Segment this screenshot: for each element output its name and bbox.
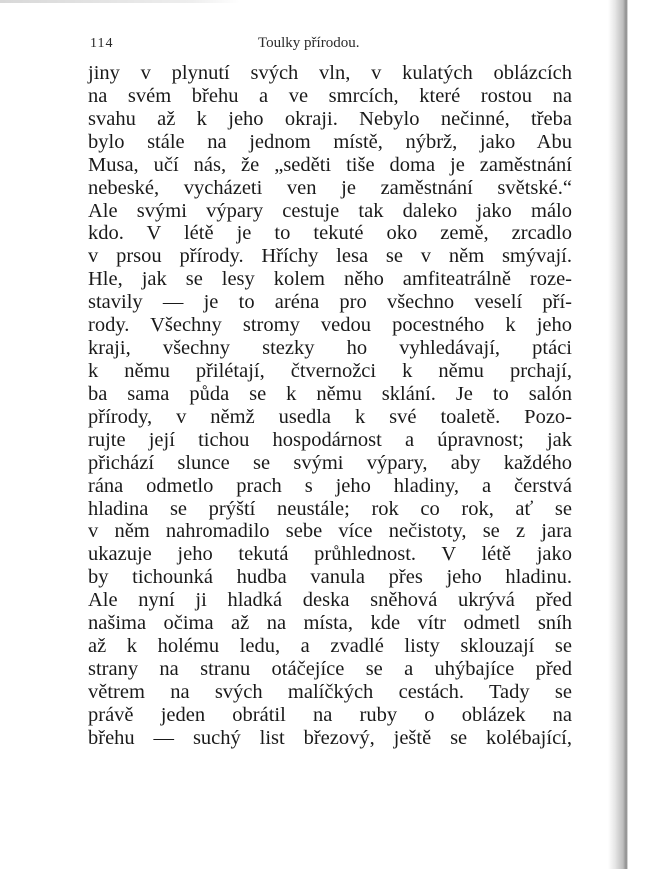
text-line: našima očima až na místa, kde vítr odmetl sníh: [88, 612, 572, 635]
text-line: Musa, učí nás, že „seděti tiše doma je zaměstnání: [88, 153, 572, 176]
text-line: jiny v plynutí svých vln, v kulatých oblázcích: [88, 62, 572, 84]
text-line: přírody, v němž usedla k své toaletě. Pozo-: [88, 405, 572, 428]
text-line: Ale nyní ji hladká deska sněhová ukrývá před: [88, 589, 572, 612]
text-line: větrem na svých malíčkých cestách. Tady se: [88, 680, 572, 703]
text-line: Ale svými výpary cestuje tak daleko jako málo: [88, 199, 572, 222]
body-text: [88, 62, 572, 750]
scan-top-shadow: [0, 0, 240, 3]
text-line: stavily — je to aréna pro všechno veselí pří-: [88, 291, 572, 314]
text-line: rody. Všechny stromy vedou pocestného k jeho: [88, 314, 572, 337]
text-line: rána odmetlo prach s jeho hladiny, a čerstvá: [88, 474, 572, 497]
text-line: strany na stranu otáčejíce se a uhýbajíce před: [88, 657, 572, 680]
text-line: ba sama půda se k němu sklání. Je to salón: [88, 382, 572, 405]
text-line: kraji, všechny stezky ho vyhledávají, ptáci: [88, 337, 572, 360]
text-line: svahu až k jeho okraji. Nebylo nečinné, třeba: [88, 107, 572, 130]
text-line: v něm nahromadilo sebe více nečistoty, se z jara: [88, 520, 572, 543]
text-line: kdo. V létě je to tekuté oko země, zrcadlo: [88, 222, 572, 245]
text-line: by tichounká hudba vanula přes jeho hladinu.: [88, 566, 572, 589]
running-head: [88, 32, 572, 54]
text-line: v prsou přírody. Hříchy lesa se v něm smývají.: [88, 245, 572, 268]
text-line: přichází slunce se svými výpary, aby každého: [88, 451, 572, 474]
text-line: k němu přilétají, čtvernožci k němu prchají,: [88, 359, 572, 382]
page-number: 114: [90, 36, 114, 51]
text-line: právě jeden obrátil na ruby o oblázek na: [88, 703, 572, 726]
text-line: břehu — suchý list březový, ještě se kolébající,: [88, 726, 572, 749]
running-title: Toulky přírodou.: [258, 35, 360, 51]
text-line: ukazuje jeho tekutá průhlednost. V létě jako: [88, 543, 572, 566]
page-binding-shadow: [608, 0, 628, 869]
text-line: nebeské, vycházeti ven je zaměstnání světské.“: [88, 176, 572, 199]
text-line: rujte její tichou hospodárnost a úpravnost; jak: [88, 428, 572, 451]
text-line: hladina se prýští neustále; rok co rok, ať se: [88, 497, 572, 520]
text-line: na svém břehu a ve smrcích, které rostou na: [88, 84, 572, 107]
text-line: až k holému ledu, a zvadlé listy sklouzají se: [88, 635, 572, 658]
book-page: [88, 32, 572, 750]
text-line: Hle, jak se lesy kolem něho amfiteatrálně roze-: [88, 268, 572, 291]
text-line: bylo stále na jednom místě, nýbrž, jako Abu: [88, 130, 572, 153]
